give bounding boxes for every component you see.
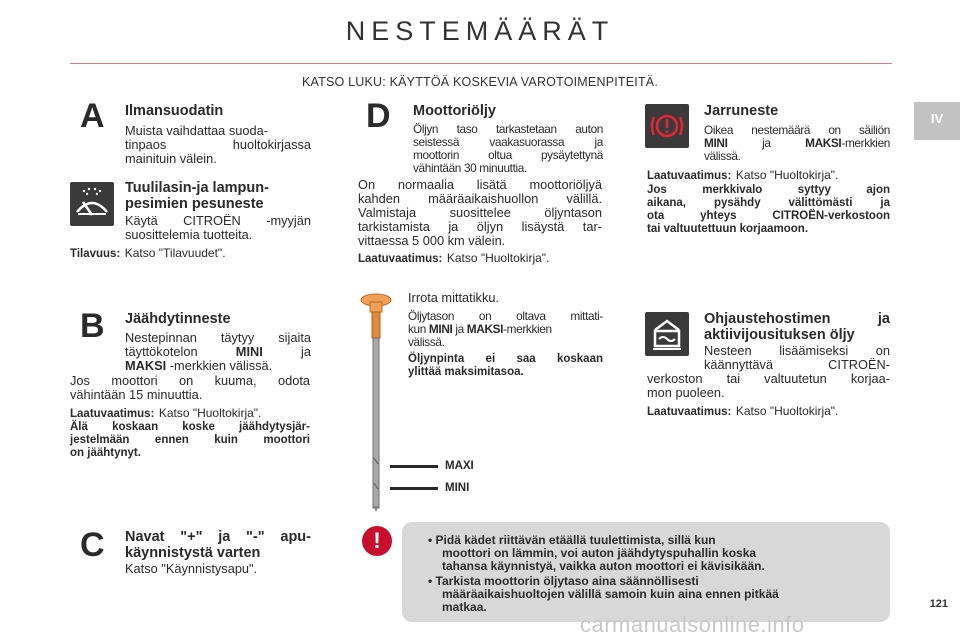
text-line: tinpaos huoltokirjassa	[125, 137, 311, 152]
washer-fluid-heading	[125, 180, 311, 212]
quality-label: Laatuvaatimus:	[358, 253, 443, 265]
page-number: 121	[929, 598, 948, 610]
coolant-heading: Jäähdytinneste	[125, 311, 231, 327]
coolant-quality	[70, 404, 261, 422]
quality-value: Katso "Huoltokirja".	[735, 168, 839, 182]
text-line: vähintään 30 minuuttia.	[413, 161, 527, 175]
quality-value: Katso "Huoltokirja".	[735, 404, 839, 418]
text-line	[125, 359, 311, 373]
text-line: Nesteen lisäämiseksi on	[704, 343, 890, 358]
mini-level-line	[390, 487, 438, 490]
text-line	[125, 345, 311, 359]
quality-label: Laatuvaatimus:	[647, 170, 732, 182]
dipstick-warning	[408, 353, 603, 379]
text-line: Älä koskaan koske jäähdytysjär-	[70, 421, 310, 433]
maksi-mark: MAKSI	[466, 322, 504, 336]
heading-line: pesimien pesuneste	[125, 196, 264, 212]
quality-value: Katso "Huoltokirja".	[446, 251, 550, 265]
section-letter-b: B	[80, 307, 105, 345]
text-line: määräaikaishuoltojen välillä samoin kuin aina ennen pitkää	[442, 587, 779, 602]
engine-oil-paragraph	[358, 178, 602, 248]
steering-fluid-text-tail	[647, 372, 890, 400]
heading-line: Ohjaustehostimen ja	[704, 311, 890, 327]
text-line: moottorin oltua pysäytettynä	[413, 148, 603, 162]
air-filter-heading: Ilmansuodatin	[125, 103, 224, 119]
heading-line: käynnistystä varten	[125, 545, 261, 561]
text-line: Valmistaja suosittelee öljyntason	[358, 205, 602, 220]
text-line: Oikea nestemäärä on säiliön	[704, 123, 890, 137]
text-line: Öljytason on oltava mittati-	[408, 309, 603, 323]
quality-label: Laatuvaatimus:	[70, 408, 155, 420]
text-line: kahden määräaikaishuollon välillä.	[358, 191, 602, 206]
mini-mark: MINI	[704, 136, 728, 150]
text-span: ja	[455, 322, 464, 336]
warning-bullet-2	[428, 575, 883, 615]
text-line: Muista vaihdattaa suoda-	[125, 123, 268, 138]
text-line: verkoston tai valtuutetun korjaa-	[647, 371, 890, 386]
text-line: Öljynpinta ei saa koskaan	[408, 353, 603, 365]
text-line: seistessä vaakasuorassa ja	[413, 135, 603, 149]
mini-mark: MINI	[428, 322, 453, 336]
watermark: carmanualsonline.info	[580, 612, 805, 637]
chapter-tab[interactable]: IV	[914, 102, 960, 140]
maxi-level-line	[390, 465, 438, 468]
warning-bullet-1	[428, 534, 883, 574]
text-line: • Tarkista moottorin öljytaso aina säännöllisesti	[428, 574, 699, 588]
text-line: on jäähtynyt.	[70, 447, 141, 459]
air-filter-text	[125, 124, 311, 166]
text-line: mainituin välein.	[125, 151, 217, 166]
text-span: -merkkien	[841, 136, 890, 150]
text-line: käännyttävä CITROËN-	[704, 357, 890, 372]
text-line: tarkistamista ja öljyn lisäystä tar-	[358, 219, 602, 234]
exclamation-warning-icon: !	[362, 526, 392, 556]
windscreen-washer-icon	[70, 182, 114, 226]
brake-fluid-warning	[647, 184, 890, 236]
quality-label: Laatuvaatimus:	[647, 406, 732, 418]
engine-oil-heading: Moottoriöljy	[413, 103, 496, 119]
capacity-label: Tilavuus:	[70, 248, 121, 260]
text-line: välissä.	[704, 149, 741, 163]
dipstick-illustration	[358, 288, 398, 513]
quality-value: Katso "Huoltokirja".	[158, 406, 262, 420]
section-letter-a: A	[80, 97, 105, 135]
text-line: tai valtuutettuun korjaamoon.	[647, 223, 809, 235]
text-line: välissä.	[408, 335, 445, 349]
text-span: ja	[762, 136, 771, 150]
text-span: kun	[408, 322, 426, 336]
jump-start-heading	[125, 529, 311, 561]
text-line: jestelmään ennen kuin moottori	[70, 434, 310, 446]
page-title: NESTEMÄÄRÄT	[345, 16, 615, 46]
heading-line: aktiivijousituksen öljy	[704, 327, 855, 343]
steering-fluid-heading	[704, 311, 890, 343]
coolant-warning	[70, 421, 310, 460]
text-line: ota yhteys CITROËN-verkostoon	[647, 210, 890, 222]
text-line: vittaessa 5 000 km välein.	[358, 233, 506, 248]
text-line: ylittää maksimitasoa.	[408, 366, 524, 378]
text-span: täyttökotelon	[125, 344, 198, 359]
text-span: Tarkista moottorin öljytaso aina säännöllisesti	[435, 574, 699, 588]
section-letter-d: D	[366, 97, 391, 135]
coolant-paragraph	[70, 374, 310, 402]
brake-fluid-heading: Jarruneste	[704, 103, 779, 119]
steering-fluid-text-head	[704, 344, 890, 372]
hydraulic-fluid-icon	[645, 312, 689, 356]
engine-oil-text	[413, 123, 603, 175]
engine-oil-quality	[358, 249, 549, 267]
text-line: Käytä CITROËN -myyjän	[125, 213, 311, 228]
heading-line: Tuulilasin-ja lampun-	[125, 180, 269, 196]
washer-fluid-text	[125, 214, 311, 242]
text-line: On normaalia lisätä moottoriöljyä	[358, 177, 602, 192]
text-line: matkaa.	[442, 600, 487, 615]
text-line: Jos moottori on kuuma, odota	[70, 373, 310, 388]
coolant-text	[125, 331, 311, 373]
text-line: aikana, pysähdy välittömästi ja	[647, 197, 890, 209]
maksi-mark: MAKSI	[805, 136, 842, 150]
text-span: Pidä kädet riittävän etäällä tuulettimista, sillä kun	[435, 533, 716, 547]
text-line: • Pidä kädet riittävän etäällä tuulettimista, sillä kun	[428, 533, 716, 547]
mini-label: MINI	[445, 482, 470, 494]
safety-notice: KATSO LUKU: KÄYTTÖÄ KOSKEVIA VAROTOIMENPITEITÄ.	[301, 75, 658, 89]
dipstick-instruction: Irrota mittatikku.	[408, 290, 500, 305]
dipstick-text	[408, 310, 603, 349]
text-line: vähintään 15 minuuttia.	[70, 387, 203, 402]
capacity-value: Katso "Tilavuudet".	[124, 246, 226, 260]
brake-warning-icon	[645, 104, 689, 148]
text-line: tahansa käynnistyä, vaikka auton moottori ei kävisikään.	[442, 559, 765, 574]
section-letter-c: C	[80, 526, 105, 564]
text-line: mon puoleen.	[647, 385, 725, 400]
text-line: Nestepinnan täytyy sijaita	[125, 330, 311, 345]
washer-capacity	[70, 244, 226, 262]
text-line: moottori on lämmin, voi auton jäähdytyspuhallin koska	[442, 546, 757, 561]
brake-fluid-text	[704, 124, 890, 163]
text-line: Öljyn taso tarkastetaan auton	[413, 122, 603, 136]
maxi-label: MAXI	[445, 460, 474, 472]
steering-fluid-quality	[647, 402, 838, 420]
text-span: -merkkien välissä.	[169, 358, 273, 373]
text-span: -merkkien	[503, 322, 552, 336]
maksi-mark: MAKSI	[125, 358, 167, 373]
text-line: Jos merkkivalo syttyy ajon	[647, 184, 890, 196]
heading-line: Navat "+" ja "-" apu-	[125, 529, 311, 545]
text-line: suosittelemia tuotteita.	[125, 227, 253, 242]
jump-start-text: Katso "Käynnistysapu".	[125, 561, 258, 576]
mini-mark: MINI	[235, 344, 263, 359]
text-span: ja	[301, 344, 311, 359]
title-divider	[70, 63, 892, 64]
brake-fluid-quality	[647, 166, 838, 184]
